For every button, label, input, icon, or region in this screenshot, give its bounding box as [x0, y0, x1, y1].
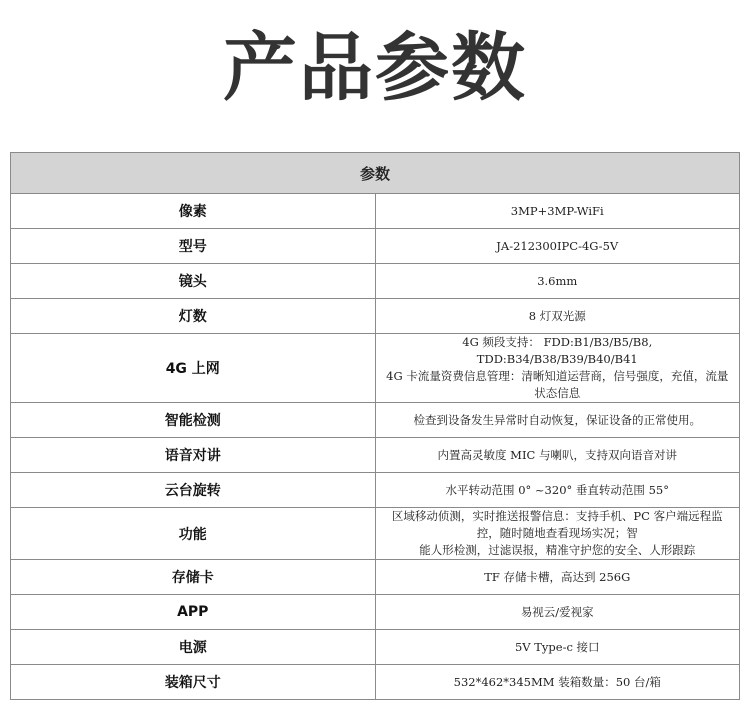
table-row	[11, 560, 740, 595]
row-label: 智能检测	[11, 403, 376, 438]
parameter-table	[10, 152, 740, 700]
row-value	[375, 403, 740, 438]
row-label: 存储卡	[11, 560, 376, 595]
row-value	[375, 264, 740, 299]
row-label: 像素	[11, 194, 376, 229]
row-label: 电源	[11, 630, 376, 665]
value-line: JA-212300IPC-4G-5V	[496, 238, 619, 253]
row-value	[375, 560, 740, 595]
value-line: 内置高灵敏度 MIC 与喇叭，支持双向语音对讲	[437, 447, 677, 462]
table-row	[11, 299, 740, 334]
value-line: 3.6mm	[537, 273, 578, 288]
row-value	[375, 334, 740, 403]
row-label: 4G 上网	[11, 334, 376, 403]
value-line: 水平转动范围 0° ~320° 垂直转动范围 55°	[445, 482, 669, 497]
value-line: 易视云/爱视家	[520, 604, 594, 619]
table-row	[11, 438, 740, 473]
row-label: 镜头	[11, 264, 376, 299]
row-value	[375, 665, 740, 700]
value-line: 4G 卡流量资费信息管理：清晰知道运营商，信号强度，充值，流量状态信息	[386, 369, 729, 400]
row-label: 型号	[11, 229, 376, 264]
table-row	[11, 194, 740, 229]
value-line: 检查到设备发生异常时自动恢复，保证设备的正常使用。	[413, 412, 701, 427]
value-line: TF 存储卡槽，高达到 256G	[484, 569, 631, 584]
row-value	[375, 473, 740, 508]
row-value	[375, 299, 740, 334]
row-label: 语音对讲	[11, 438, 376, 473]
value-line: 8 灯双光源	[528, 308, 586, 323]
table-header-row	[11, 153, 740, 194]
table-row	[11, 334, 740, 403]
row-label: 灯数	[11, 299, 376, 334]
row-value	[375, 508, 740, 560]
row-value	[375, 438, 740, 473]
table-row	[11, 403, 740, 438]
table-row	[11, 473, 740, 508]
value-line: 532*462*345MM 装箱数量：50 台/箱	[453, 674, 661, 689]
row-value	[375, 194, 740, 229]
table-header: 参数	[11, 153, 740, 194]
table-row	[11, 264, 740, 299]
row-label: 功能	[11, 508, 376, 560]
table-row	[11, 595, 740, 630]
value-line: 3MP+3MP-WiFi	[510, 203, 604, 218]
value-line: 5V Type-c 接口	[514, 639, 600, 654]
table-row	[11, 229, 740, 264]
row-label: 云台旋转	[11, 473, 376, 508]
row-value	[375, 595, 740, 630]
row-value	[375, 630, 740, 665]
page-title: 产品参数	[223, 25, 527, 111]
table-row	[11, 508, 740, 560]
row-value	[375, 229, 740, 264]
table-row	[11, 665, 740, 700]
value-line: 能人形检测，过滤误报，精准守护您的安全、人形跟踪	[419, 543, 696, 557]
table-row	[11, 630, 740, 665]
value-line: 区域移动侦测，实时推送报警信息：支持手机、PC 客户端远程监控，随时随地查看现场实况；智	[391, 509, 723, 540]
row-label: APP	[11, 595, 376, 630]
row-label: 装箱尺寸	[11, 665, 376, 700]
value-line: 4G 频段支持： FDD:B1/B3/B5/B8, TDD:B34/B38/B39/B40/B41	[462, 335, 653, 366]
